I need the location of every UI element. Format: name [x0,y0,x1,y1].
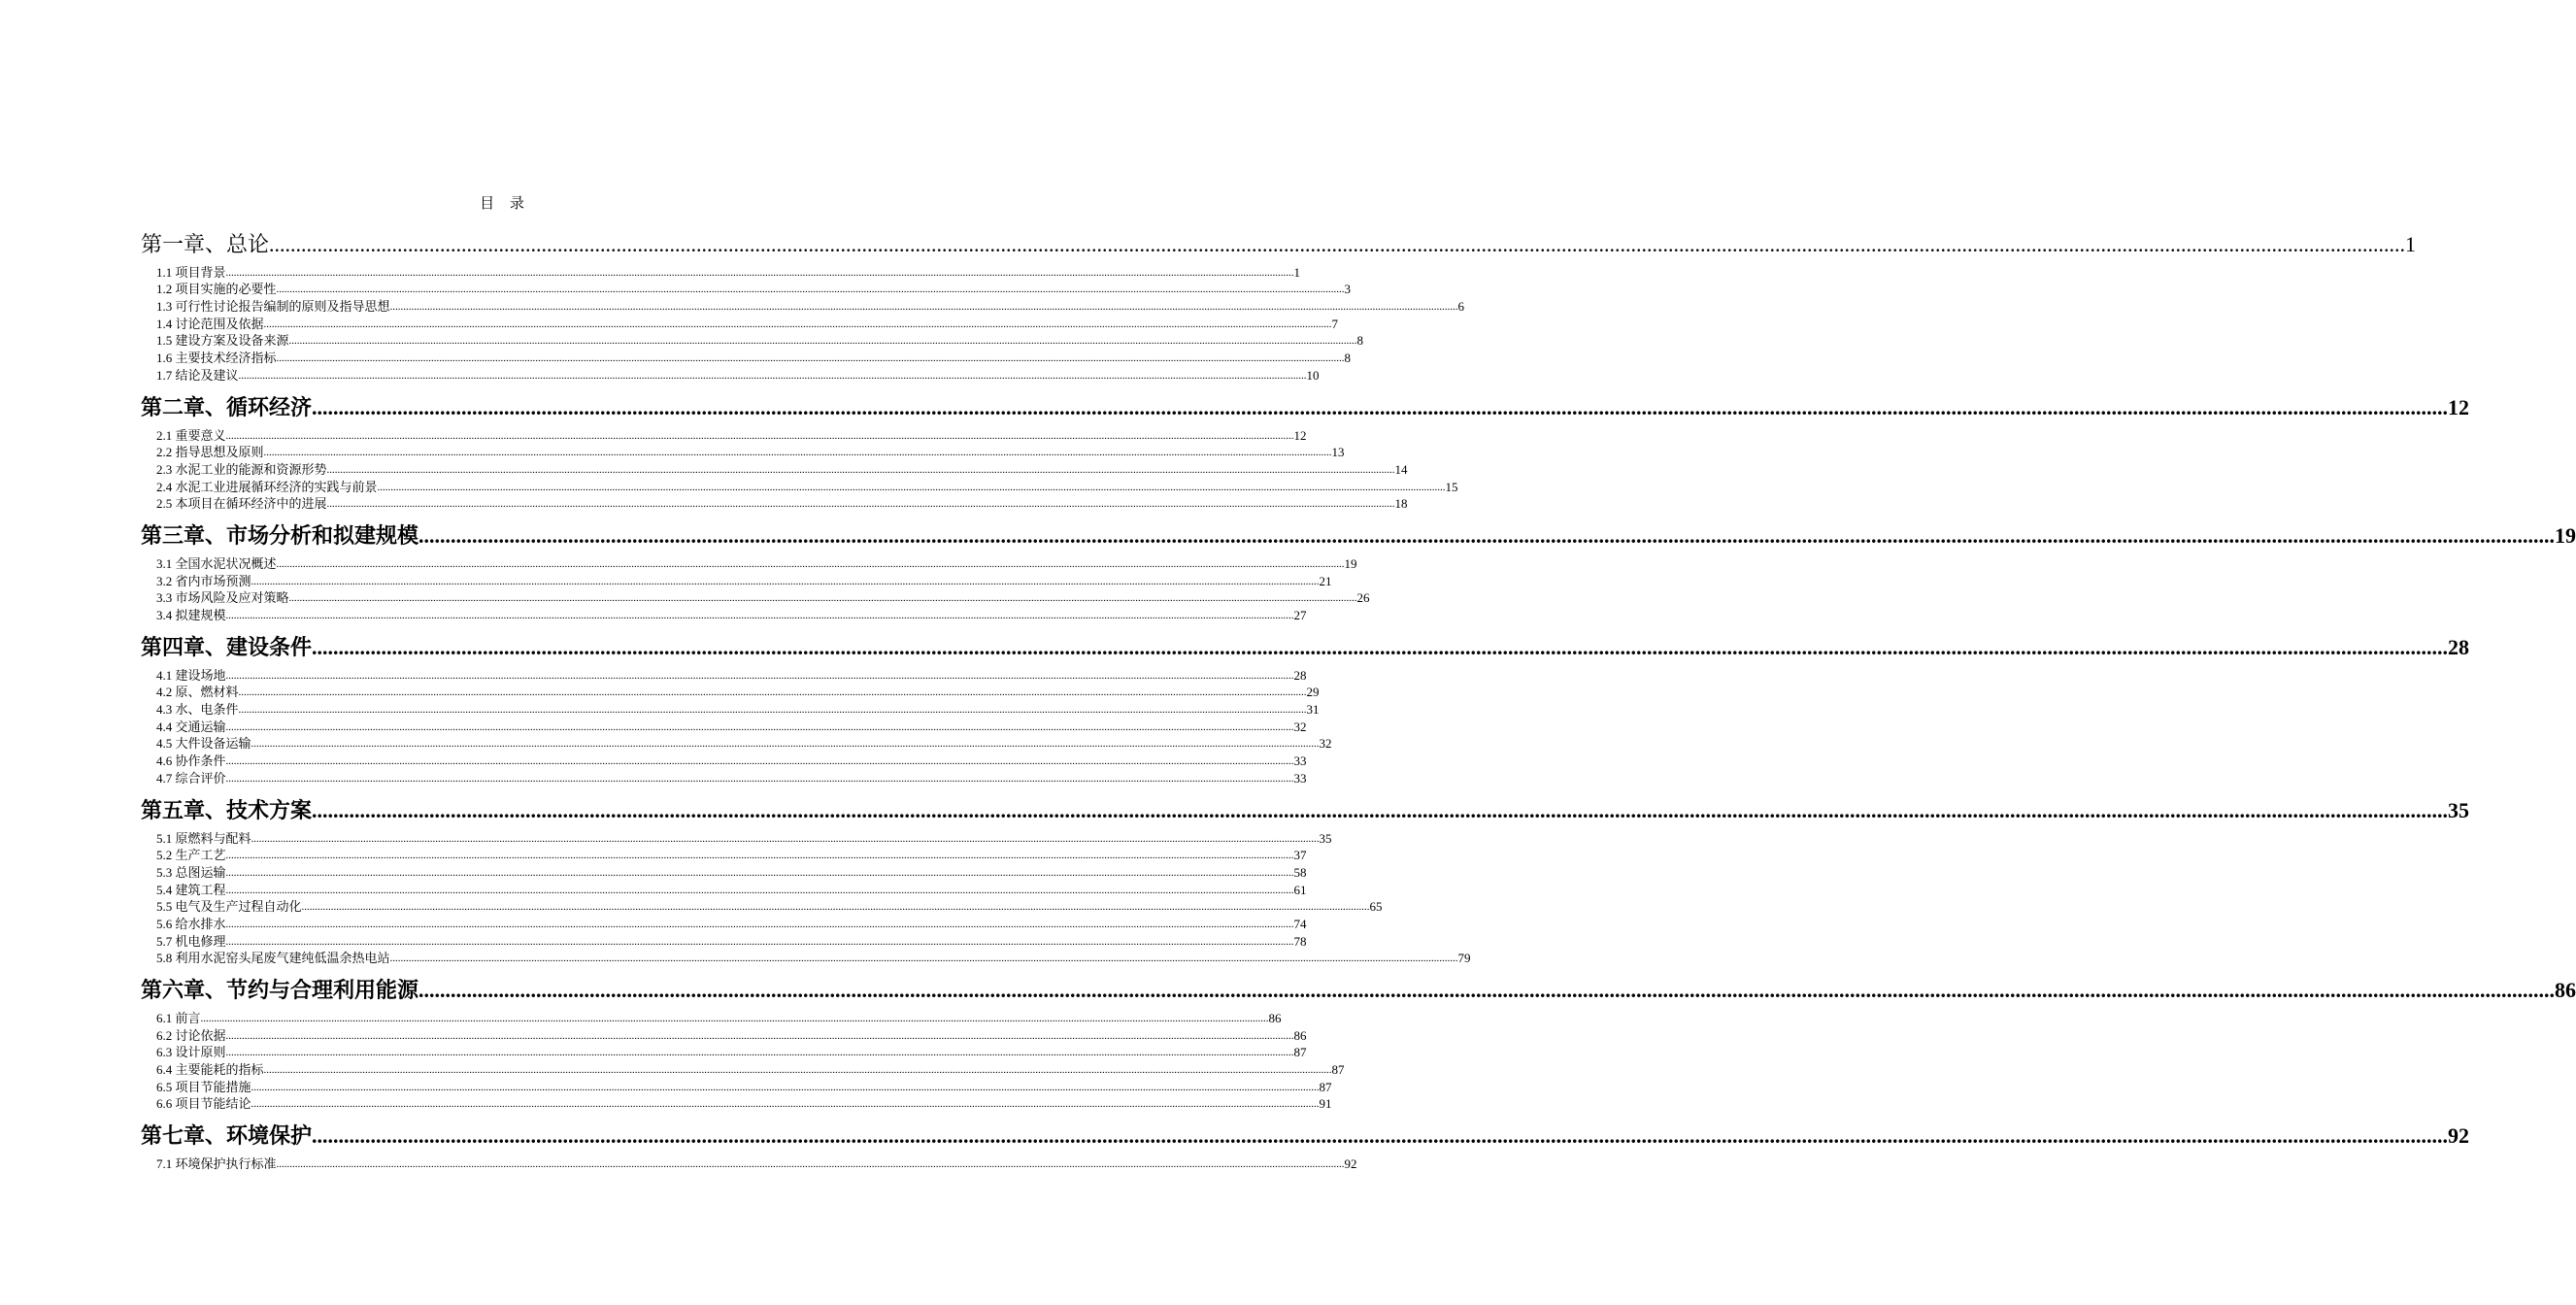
chapter-page-number: 19 [2555,523,2576,549]
section-page-number: 78 [1293,933,1307,949]
section-page-number: 33 [1293,770,1307,786]
dot-leader: ................................................................................................................................................................................................................................................................................................................................................................................................................ [312,394,2449,419]
dot-leader: ................................................................................................................................................................................................................................................................................................................................................................................................................ [418,523,2556,549]
chapter-entry[interactable] [141,788,2470,822]
section-entry[interactable] [141,913,1307,931]
dot-leader: ................................................................................................................................................................................................................................................................................................................................................................................................................ [225,884,1294,896]
table-of-contents [141,221,2576,1174]
section-title: 5.3 总图运输 [156,864,226,880]
section-page-number: 8 [1344,351,1352,366]
chapter-page-number: 1 [2405,232,2417,256]
section-list [141,547,1370,625]
section-title: 2.4 水泥工业进展循环经济的实践与前景 [156,479,378,494]
dot-leader: ................................................................................................................................................................................................................................................................................................................................................................................................................ [276,352,1345,365]
section-entry[interactable] [141,442,1345,460]
dot-leader: ................................................................................................................................................................................................................................................................................................................................................................................................................ [225,755,1294,768]
dot-leader: ................................................................................................................................................................................................................................................................................................................................................................................................................ [263,447,1332,459]
section-page-number: 27 [1293,608,1307,622]
section-page-number: 32 [1319,736,1332,752]
section-entry[interactable] [141,698,1320,718]
section-page-number: 37 [1293,848,1307,863]
section-title: 2.2 指导思想及原则 [156,445,264,460]
chapter-page-number: 12 [2448,394,2470,419]
chapter-title: 第二章、循环经济 [141,394,313,419]
dot-leader: ................................................................................................................................................................................................................................................................................................................................................................................................................ [225,866,1294,879]
section-page-number: 74 [1293,916,1307,931]
section-page-number: 87 [1331,1062,1345,1078]
dot-leader: ................................................................................................................................................................................................................................................................................................................................................................................................................ [238,704,1307,717]
dot-leader: ................................................................................................................................................................................................................................................................................................................................................................................................................ [225,1029,1294,1042]
dot-leader: ................................................................................................................................................................................................................................................................................................................................................................................................................ [276,1158,1345,1171]
section-title: 6.3 设计原则 [156,1045,226,1060]
section-entry[interactable] [141,827,1332,846]
section-page-number: 21 [1319,573,1332,588]
section-entry[interactable] [141,364,1320,383]
chapter-page-number: 92 [2448,1123,2470,1149]
section-entry[interactable] [141,896,1383,915]
section-entry[interactable] [141,664,1307,683]
section-title: 4.4 交通运输 [156,719,226,734]
chapter-page-number: 28 [2448,635,2470,659]
chapter-title: 第三章、市场分析和拟建规模 [141,523,419,549]
section-entry[interactable] [141,330,1364,349]
section-page-number: 26 [1356,590,1370,606]
section-page-number: 3 [1344,282,1352,297]
section-page-number: 6 [1457,299,1465,315]
section-entry[interactable] [141,1058,1345,1078]
section-page-number: 91 [1319,1096,1332,1112]
section-title: 1.4 讨论范围及依据 [156,316,264,331]
section-entry[interactable] [141,295,1465,315]
section-list [141,821,1471,969]
toc-title: 目 录 [480,196,530,212]
section-page-number: 33 [1293,753,1307,769]
section-entry[interactable] [141,948,1471,966]
section-title: 1.3 可行性讨论报告编制的原则及指导思想 [156,299,390,315]
dot-leader: ................................................................................................................................................................................................................................................................................................................................................................................................................ [312,1123,2449,1149]
dot-leader: ................................................................................................................................................................................................................................................................................................................................................................................................................ [251,832,1320,845]
dot-leader: ................................................................................................................................................................................................................................................................................................................................................................................................................ [418,978,2556,1003]
section-title: 6.4 主要能耗的指标 [156,1062,264,1078]
section-entry[interactable] [141,493,1408,512]
section-page-number: 61 [1293,882,1307,897]
chapter-entry[interactable] [141,625,2470,659]
section-title: 1.6 主要技术经济指标 [156,351,277,366]
chapter-page-number: 35 [2448,797,2470,822]
section-title: 4.5 大件设备运输 [156,736,251,752]
dot-leader: ................................................................................................................................................................................................................................................................................................................................................................................................................ [251,1098,1320,1111]
dot-leader: ................................................................................................................................................................................................................................................................................................................................................................................................................ [225,720,1294,733]
section-entry[interactable] [141,347,1352,366]
section-page-number: 12 [1293,427,1307,443]
section-page-number: 65 [1369,899,1383,915]
section-entry[interactable] [141,879,1307,897]
dot-leader: ................................................................................................................................................................................................................................................................................................................................................................................................................ [238,369,1307,382]
section-title: 6.1 前言 [156,1011,201,1025]
section-entry[interactable] [141,767,1307,786]
section-title: 5.8 利用水泥窑头尾废气建纯低温余热电站 [156,951,390,966]
section-title: 5.6 给水排水 [156,916,226,931]
section-list [141,418,1458,514]
section-title: 6.2 讨论依据 [156,1027,226,1043]
section-page-number: 14 [1394,461,1408,477]
section-title: 3.4 拟建规模 [156,608,226,622]
section-page-number: 79 [1457,951,1471,966]
dot-leader: ................................................................................................................................................................................................................................................................................................................................................................................................................ [251,575,1320,587]
section-title: 6.6 项目节能结论 [156,1096,251,1112]
section-title: 1.1 项目背景 [156,264,226,280]
dot-leader: ................................................................................................................................................................................................................................................................................................................................................................................................................ [326,463,1395,476]
dot-leader: ................................................................................................................................................................................................................................................................................................................................................................................................................ [251,1081,1320,1093]
chapter-entry[interactable] [141,1114,2470,1149]
section-page-number: 13 [1331,445,1345,460]
section-entry[interactable] [141,1153,1357,1172]
chapter-entry[interactable] [141,968,2576,1003]
dot-leader: ................................................................................................................................................................................................................................................................................................................................................................................................................ [263,318,1332,330]
section-page-number: 7 [1331,316,1339,331]
dot-leader: ................................................................................................................................................................................................................................................................................................................................................................................................................ [276,557,1345,570]
section-entry[interactable] [141,587,1370,606]
section-entry[interactable] [141,845,1307,863]
section-page-number: 28 [1293,667,1307,683]
section-list [141,1001,1345,1114]
section-title: 3.3 市场风险及应对策略 [156,590,289,606]
dot-leader: ................................................................................................................................................................................................................................................................................................................................................................................................................ [225,669,1294,682]
section-title: 2.3 水泥工业的能源和资源形势 [156,461,327,477]
chapter-title: 第六章、节约与合理利用能源 [141,978,419,1003]
section-page-number: 32 [1293,719,1307,734]
section-entry[interactable] [141,1007,1282,1025]
chapter-entry[interactable] [141,221,2417,256]
section-entry[interactable] [141,313,1339,331]
chapter-title: 第七章、环境保护 [141,1123,313,1149]
section-entry[interactable] [141,682,1320,700]
section-title: 1.5 建设方案及设备来源 [156,333,289,349]
section-entry[interactable] [141,279,1352,297]
dot-leader: ................................................................................................................................................................................................................................................................................................................................................................................................................ [225,935,1294,948]
section-title: 4.6 协作条件 [156,753,226,769]
chapter-title: 第五章、技术方案 [141,797,313,822]
dot-leader: ................................................................................................................................................................................................................................................................................................................................................................................................................ [389,301,1458,314]
section-page-number: 87 [1319,1079,1332,1094]
dot-leader: ................................................................................................................................................................................................................................................................................................................................................................................................................ [225,850,1294,862]
dot-leader: ................................................................................................................................................................................................................................................................................................................................................................................................................ [251,738,1320,751]
dot-leader: ................................................................................................................................................................................................................................................................................................................................................................................................................ [301,901,1370,914]
section-page-number: 87 [1293,1045,1307,1060]
section-entry[interactable] [141,1042,1307,1060]
section-page-number: 10 [1306,367,1320,383]
chapter-page-number: 86 [2555,978,2576,1003]
dot-leader: ................................................................................................................................................................................................................................................................................................................................................................................................................ [312,635,2449,659]
section-title: 3.2 省内市场预测 [156,573,251,588]
section-page-number: 15 [1445,479,1458,494]
section-page-number: 86 [1293,1027,1307,1043]
section-entry[interactable] [141,750,1307,769]
section-entry[interactable] [141,1024,1307,1043]
section-page-number: 29 [1306,685,1320,700]
section-entry[interactable] [141,261,1301,280]
section-page-number: 58 [1293,864,1307,880]
dot-leader: ................................................................................................................................................................................................................................................................................................................................................................................................................ [200,1013,1269,1024]
section-title: 2.1 重要意义 [156,427,226,443]
section-entry[interactable] [141,604,1307,622]
section-page-number: 35 [1319,830,1332,846]
section-title: 1.2 项目实施的必要性 [156,282,277,297]
section-title: 3.1 全国水泥状况概述 [156,555,277,571]
section-entry[interactable] [141,552,1357,571]
section-entry[interactable] [141,476,1458,494]
dot-leader: ................................................................................................................................................................................................................................................................................................................................................................................................................ [389,953,1458,965]
section-entry[interactable] [141,716,1307,734]
section-page-number: 18 [1394,496,1408,512]
section-title: 1.7 结论及建议 [156,367,239,383]
dot-leader: ................................................................................................................................................................................................................................................................................................................................................................................................................ [225,429,1294,442]
section-page-number: 31 [1306,702,1320,718]
section-title: 5.7 机电修理 [156,933,226,949]
chapter-entry[interactable] [141,514,2576,549]
section-title: 5.4 建筑工程 [156,882,226,897]
dot-leader: ................................................................................................................................................................................................................................................................................................................................................................................................................ [225,610,1294,621]
section-title: 5.5 电气及生产过程自动化 [156,899,302,915]
section-title: 4.1 建设场地 [156,667,226,683]
dot-leader: ................................................................................................................................................................................................................................................................................................................................................................................................................ [225,1047,1294,1059]
section-title: 5.1 原燃料与配料 [156,830,251,846]
chapter-entry[interactable] [141,385,2470,419]
section-page-number: 92 [1344,1156,1357,1172]
section-list [141,255,1465,385]
section-title: 5.2 生产工艺 [156,848,226,863]
section-entry[interactable] [141,861,1307,880]
section-page-number: 86 [1268,1011,1282,1025]
section-title: 4.3 水、电条件 [156,702,239,718]
dot-leader: ................................................................................................................................................................................................................................................................................................................................................................................................................ [288,335,1357,348]
section-page-number: 8 [1356,333,1364,349]
dot-leader: ................................................................................................................................................................................................................................................................................................................................................................................................................ [269,232,2406,256]
section-entry[interactable] [141,1093,1332,1112]
section-title: 4.7 综合评价 [156,770,226,786]
section-title: 2.5 本项目在循环经济中的进展 [156,496,327,512]
section-page-number: 1 [1293,264,1301,280]
section-title: 6.5 项目节能措施 [156,1079,251,1094]
dot-leader: ................................................................................................................................................................................................................................................................................................................................................................................................................ [276,284,1345,296]
dot-leader: ................................................................................................................................................................................................................................................................................................................................................................................................................ [263,1064,1332,1077]
section-entry[interactable] [141,733,1332,752]
dot-leader: ................................................................................................................................................................................................................................................................................................................................................................................................................ [377,481,1446,493]
section-entry[interactable] [141,930,1307,949]
chapter-title: 第四章、建设条件 [141,635,313,659]
dot-leader: ................................................................................................................................................................................................................................................................................................................................................................................................................ [225,918,1294,930]
dot-leader: ................................................................................................................................................................................................................................................................................................................................................................................................................ [326,498,1395,511]
section-entry[interactable] [141,458,1408,477]
dot-leader: ................................................................................................................................................................................................................................................................................................................................................................................................................ [288,592,1357,605]
section-entry[interactable] [141,1076,1332,1094]
dot-leader: ................................................................................................................................................................................................................................................................................................................................................................................................................ [225,266,1294,279]
chapter-title: 第一章、总论 [141,232,270,256]
section-list [141,1147,1357,1174]
dot-leader: ................................................................................................................................................................................................................................................................................................................................................................................................................ [312,797,2449,822]
dot-leader: ................................................................................................................................................................................................................................................................................................................................................................................................................ [238,686,1307,699]
section-list [141,658,1332,788]
dot-leader: ................................................................................................................................................................................................................................................................................................................................................................................................................ [225,772,1294,785]
section-title: 7.1 环境保护执行标准 [156,1156,277,1172]
section-title: 4.2 原、燃材料 [156,685,239,700]
section-entry[interactable] [141,570,1332,588]
section-page-number: 19 [1344,555,1357,571]
section-entry[interactable] [141,424,1307,443]
